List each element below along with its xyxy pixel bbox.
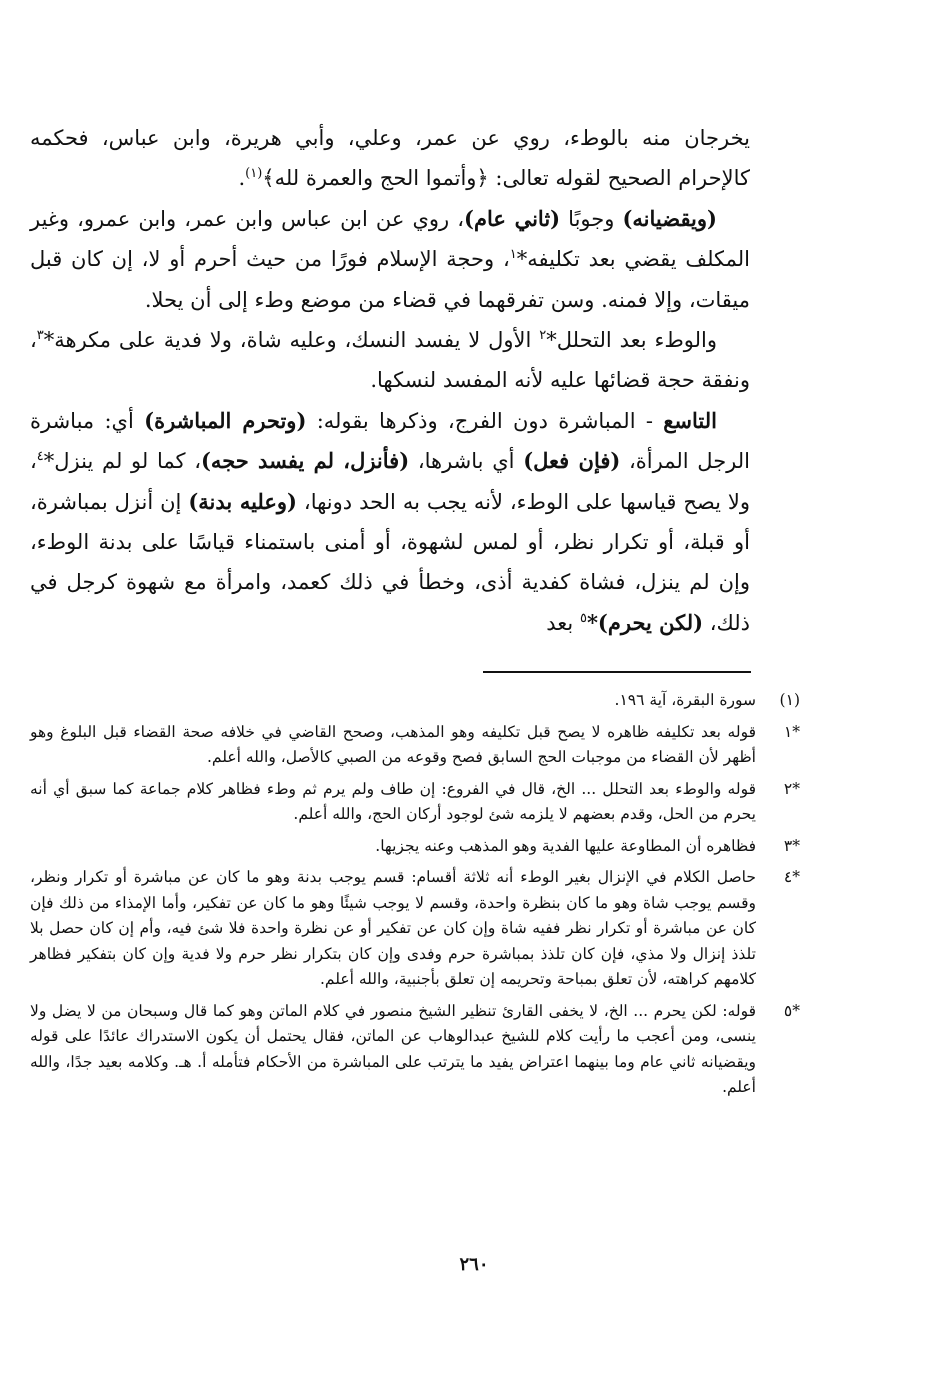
matn-text: التاسع [663, 407, 717, 433]
paragraph-3 [30, 320, 750, 401]
main-text [30, 118, 750, 643]
footnote-ref: ١ [509, 247, 517, 263]
page-number: ٢٦٠ [459, 1254, 489, 1275]
footnote-text: قوله: لكن يحرم ... الخ، لا يخفى القارئ تنظير الشيخ منصور في كلام الماتن وهو كما قال وسبحان من لا يضل ولا ينسى، ومن أعجب ما رأيت كلام للشيخ عبدالوهاب عن الماتن، فقال يحتمل أن يكون الاستدراك عائدًا على قوله ويقضيانه ثاني عام وما بينهما اعتراض يفيد ما يترتب على المباشرة من الأحكام فتأمله أ. هـ. وكلامه بعيد جدًا، والله أعلم. [30, 1001, 756, 1096]
footnote-marker: *١ [783, 722, 800, 741]
footnote-ref: ٢ [539, 328, 547, 344]
paragraph-4 [30, 401, 750, 643]
matn-text: (لكن يحرم)* [586, 609, 704, 635]
paragraph-1: يخرجان منه بالوطء، روي عن عمر، وعلي، وأبي هريرة، وابن عباس، فحكمه كالإحرام الصحيح لقوله تعالى: ﴿وأتموا الحج والعمرة لله﴾$^{(١)}$. [30, 126, 750, 191]
footnote-ref: (١) [245, 166, 263, 182]
footnote-marker: *٣ [783, 836, 800, 855]
text-span: أي: مباشرة الرجل المرأة، [30, 408, 750, 474]
text-span: إن أنزل بمباشرة، أو قبلة، أو تكرار نظر، أو لمس لشهوة، أو أمنى باستمناء قياسًا على بدنة الوطء، وإن لم ينزل، فشاة كفدية أذى، وخطأ في ذلك كعمد، وامرأة مع شهوة كرجل في ذلك، [30, 489, 750, 635]
text-span: ، ولا يصح قياسها على الوطء، لأنه يجب به الحد دونها، [30, 449, 751, 514]
footnote-ref: ٥ [579, 610, 587, 626]
matn-text: (فأنزل، لم يفسد حجه) [201, 448, 410, 474]
footnote-ref: ٤ [36, 449, 44, 465]
matn-text: (فإن فعل) [523, 448, 621, 474]
footnote [30, 834, 800, 860]
footnote [30, 720, 800, 771]
footnote-text: فظاهره أن المطاوعة عليها الفدية وهو المذهب وعنه يجزيها. [375, 836, 756, 855]
footnote-text: سورة البقرة، آية ١٩٦. [614, 691, 756, 709]
text-span: ، كما لو لم ينزل* [43, 449, 201, 474]
matn-text: (وعليه بدنة) [188, 488, 297, 514]
text-line: الصحيح لقوله تعالى: ﴿وأتموا الحج والعمرة لله﴾ [262, 166, 672, 191]
footnote-marker: *٤ [783, 868, 800, 886]
text-span: - المباشرة دون الفرج، وذكرها بقوله: [306, 408, 664, 433]
text-line: يخرجان منه بالوطء، روي عن عمر، وعلي، وأبي هريرة، وابن عباس، فحكمه كالإحرام [30, 126, 750, 191]
footnote-text: حاصل الكلام في الإنزال بغير الوطء أنه ثلاثة أقسام: قسم يوجب بدنة وهو ما كان عن مباشرة أو تكرار ونظر، وقسم يوجب شاة وهو ما كان بنظرة واحدة، وقسم لا يوجب شيئًا وهو ما كان عن تفكير، وأما الإمذاء من ذلك فإن كان عن مباشرة أو تكرار نظر ففيه شاة وإن كان عن تفكير أو عن نظرة واحدة فلا شئ فيه، وأم إن كان حصل بلا تلذذ إنزال ولا مذي، فإن كان تلذذ بمباشرة حرم وفدى وإن كان بتكرار نظر حرم ولا فدية وإن كان بتفكير فظاهر كلامهم كراهته، لأن تعلق بمباحة وتحريمه إن تعلق بأجنبية، والله أعلم. [30, 868, 756, 988]
footnote-separator [483, 671, 751, 673]
footnote [30, 777, 800, 828]
footnote-ref: ٣ [36, 328, 44, 344]
text-span: ، روي عن ابن عباس وابن عمر، وابن عمرو، وغير المكلف يقضي بعد تكليفه* [30, 206, 751, 272]
text-span: ، ونفقة حجة قضائها عليه لأنه المفسد لنسكها. [30, 328, 750, 393]
footnotes [30, 688, 800, 1107]
paragraph-2 [30, 199, 750, 320]
text-span: وجوبًا [560, 206, 623, 231]
text-span: والوطء بعد التحلل* [546, 328, 717, 353]
footnote-text: قوله بعد تكليفه ظاهره لا يصح قبل تكليفه وهو المذهب، وصحح القاضي في خلافه صحة القضاء قبل البلوغ وهو أظهر لأن القضاء من موجبات الحج السابق فصح وقوعه من الصبي كالأصل، والله أعلم. [30, 722, 756, 766]
text-span: الأول لا يفسد النسك، وعليه شاة، ولا فدية على مكرهة* [43, 328, 540, 353]
text-span: ، وحجة الإسلام فورًا من حيث أحرم أو لا، إن كان قبل ميقات، وإلا فمنه. وسن تفرقهما في قضاء من موضع وطء إلى أن يحلا. [30, 247, 750, 312]
footnote-marker: (١) [779, 691, 800, 709]
footnote-text: قوله والوطء بعد التحلل ... الخ، قال في الفروع: إن طاف ولم يرم ثم وطء فظاهر كلام جماعة كما سبق أي أنه يحرم من الحل، وقدم بعضهم لا يلزمه شئ لوجود أركان الحج، والله أعلم. [30, 779, 756, 823]
footnote [30, 865, 800, 993]
text-span: أي باشرها، [409, 449, 524, 474]
footnote-marker: *٥ [783, 1001, 800, 1020]
text-span: بعد [546, 610, 580, 635]
matn-text: (وتحرم المباشرة) [144, 407, 307, 433]
matn-text: (ثاني عام) [464, 205, 561, 231]
footnote-marker: *٢ [783, 779, 800, 798]
footnote [30, 999, 800, 1101]
matn-text: (ويقضيانه) [622, 205, 717, 231]
footnote [30, 688, 800, 714]
